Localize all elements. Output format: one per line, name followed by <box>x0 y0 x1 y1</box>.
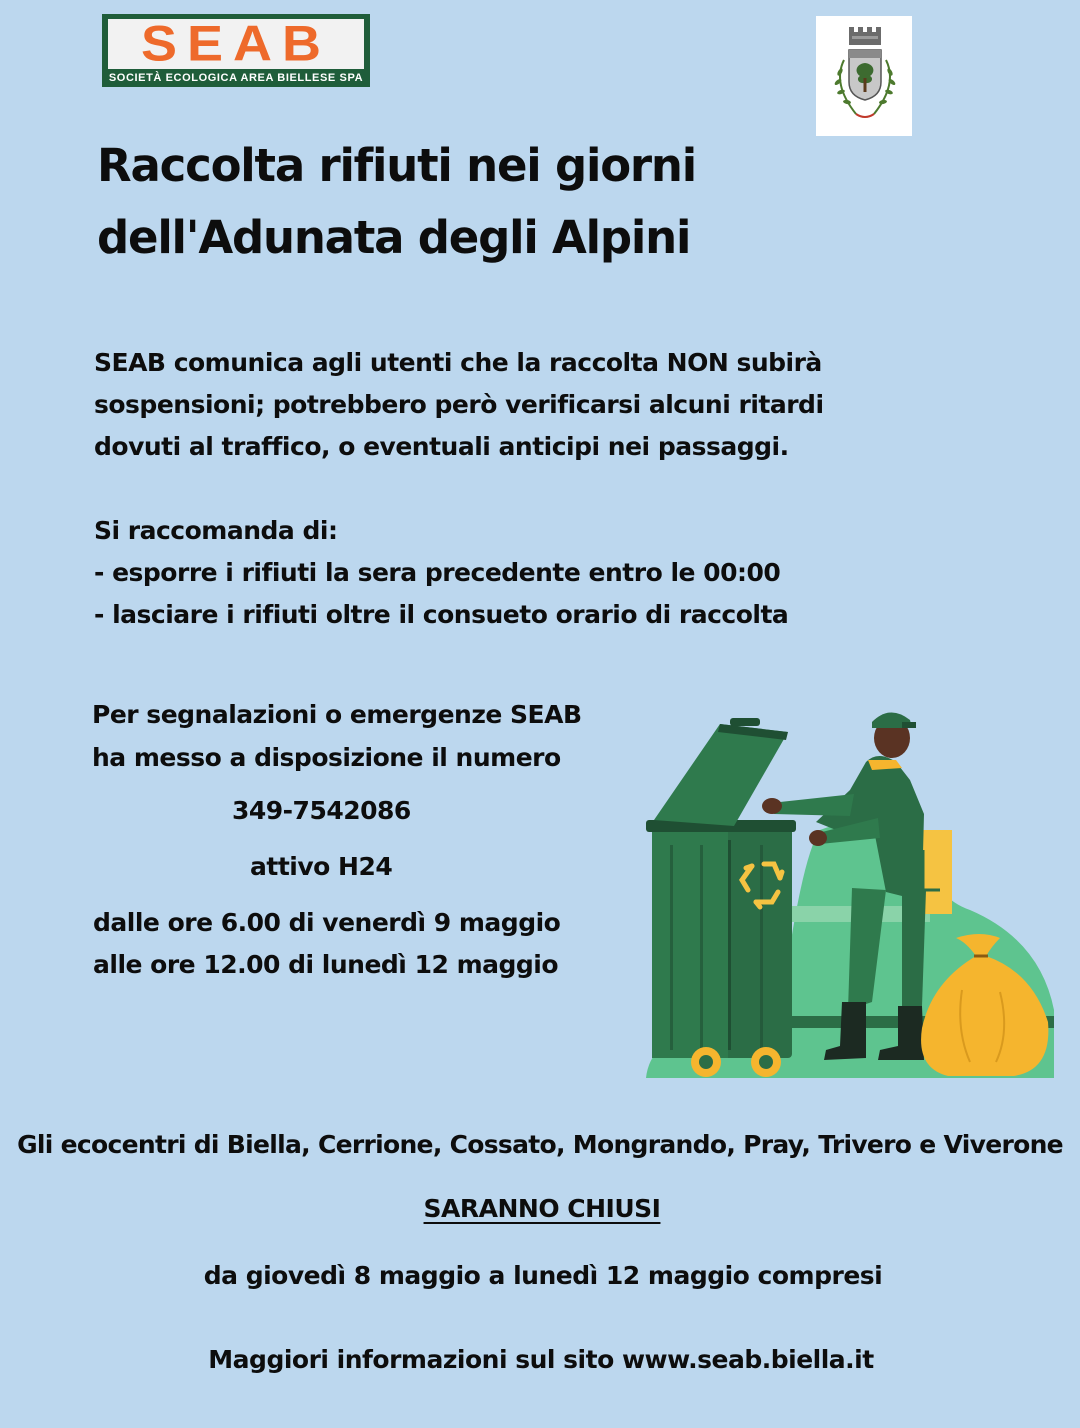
footer-info: Maggiori informazioni sul sito www.seab.biella.it <box>208 1345 874 1374</box>
page-title <box>97 140 897 284</box>
recommend-heading: Si raccomanda di: <box>94 516 338 545</box>
emergency-to: alle ore 12.00 di lunedì 12 maggio <box>93 950 559 979</box>
emergency-line-2: ha messo a disposizione il numero <box>92 743 561 772</box>
title-line-2: dell'Adunata degli Alpini <box>97 211 691 264</box>
logo-name: SEAB <box>140 16 332 72</box>
recommend-item-1: - esporre i rifiuti la sera precedente entro le 00:00 <box>94 558 781 587</box>
ecocentri-line: Gli ecocentri di Biella, Cerrione, Cossato, Mongrando, Pray, Trivero e Viverone <box>17 1130 1063 1159</box>
municipal-crest-icon <box>816 16 912 136</box>
emergency-from: dalle ore 6.00 di venerdì 9 maggio <box>93 908 561 937</box>
emergency-phone: 349-7542086 <box>232 796 411 825</box>
ecocentri-closed-label: SARANNO CHIUSI <box>423 1194 661 1223</box>
intro-line-3: dovuti al traffico, o eventuali anticipi nei passaggi. <box>94 432 789 461</box>
intro-line-1: SEAB comunica agli utenti che la raccolta NON subirà <box>94 348 822 377</box>
seab-logo <box>102 14 370 87</box>
emergency-line-1: Per segnalazioni o emergenze SEAB <box>92 700 582 729</box>
ecocentri-dates: da giovedì 8 maggio a lunedì 12 maggio compresi <box>203 1261 883 1290</box>
recommend-item-2: - lasciare i rifiuti oltre il consueto orario di raccolta <box>94 600 789 629</box>
waste-worker-with-bin-illustration <box>640 710 1060 1085</box>
logo-subtitle: SOCIETÀ ECOLOGICA AREA BIELLESE SPA <box>108 72 364 84</box>
emergency-active: attivo H24 <box>250 852 393 881</box>
ecocentri-closed <box>0 1188 1080 1230</box>
title-line-1: Raccolta rifiuti nei giorni <box>97 139 696 192</box>
intro-line-2: sospensioni; potrebbero però verificarsi alcuni ritardi <box>94 390 824 419</box>
